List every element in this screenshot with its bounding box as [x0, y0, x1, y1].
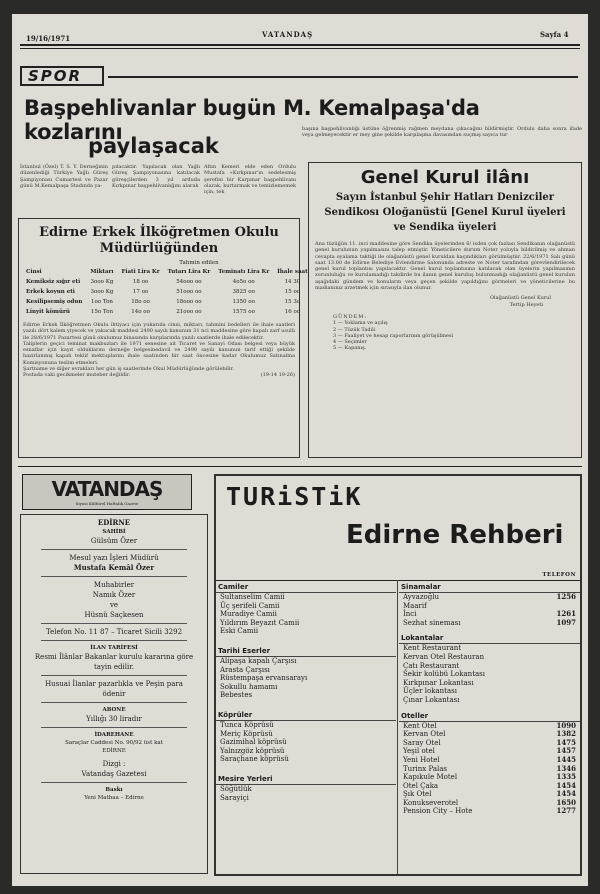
- school-title: Edirne Erkek İlköğretmen Okulu: [39, 225, 279, 240]
- table-header-cell: Miktarı: [90, 269, 114, 275]
- guide-item: [216, 721, 396, 730]
- table-cell: 18 oo: [132, 279, 149, 285]
- guide-item-phone: 1346: [556, 763, 576, 773]
- guide-item: [216, 666, 396, 675]
- owner-label: SAHİBİ: [102, 529, 126, 535]
- guide-item: [399, 739, 580, 748]
- school-body4: Postada vaki gecikmeler muteber değildir.: [23, 372, 131, 379]
- agenda-item: 1 — Yoklama ve açılış: [333, 320, 388, 327]
- guide-item: [399, 730, 580, 739]
- guide-item-name: Gazimihal köprüsü: [220, 738, 287, 747]
- agenda-item: 5 — Kapanış.: [333, 345, 367, 352]
- notice-sub1: Sayın İstanbul Şehir Hatları Denizciler: [335, 192, 555, 203]
- guide-item: [399, 593, 580, 602]
- page-number: Sayfa 4: [540, 30, 569, 39]
- guide-item-phone: 1335: [556, 772, 576, 782]
- guide-item: [399, 807, 580, 816]
- guide-item: [216, 674, 396, 683]
- table-cell: 21ooo oo: [176, 309, 202, 315]
- guide-item: [216, 657, 396, 666]
- table-header-cell: Tutarı Lira Kr: [167, 269, 211, 275]
- table-cell: 3ooo Kg: [90, 289, 114, 295]
- guide-item-name: Yeni Hotel: [403, 755, 440, 764]
- guide-item-name: Üçler lokantası: [403, 687, 457, 696]
- sports-headline: Başpehlivanlar bugün M. Kemalpaşa'da kozlarını: [24, 96, 480, 144]
- imprint-divider: [41, 549, 187, 550]
- school-body3: Şartname ve diğer evrakları her gün iş saatlerinde Okul Müdürlüğünde görülebilir.: [23, 366, 234, 373]
- reporter1: Namık Özer: [92, 591, 136, 599]
- school-body: [19, 318, 299, 379]
- guide-item-name: Kent Otel: [403, 721, 437, 730]
- section-rule: [18, 466, 582, 467]
- press-name: Yeni Matbaa – Edirne: [84, 795, 144, 801]
- guide-item-phone: 1650: [556, 797, 576, 807]
- tourist-guide: [214, 474, 582, 876]
- guide-column-divider: [397, 580, 398, 874]
- guide-item: [399, 619, 580, 628]
- guide-item-phone: 1454: [556, 780, 576, 790]
- notice-body: Ana tüzüğün 11. inci maddesine göre Sendika üyelerinden 6/ isden çok fazlası Sendikanın olağanüstü genel kurulunun yapılmasını talep etmiştir. Yöneticilere durum Noter yoluyla bildirilmiş ve ahman cevapta oyalama taktiği ile olağanüstü genel kuruldan kaçındıkları görülmüştür. 22/6/1971 Salı günü saat 13.00 de Edirne Belediye Evlendirme Salonunda adreste ve Noter tarafından görevlendirilecek genel kurul toplantısı yapılacaktır. Genel kurul toplantısına katılacak olan üyelerin yapılmasının zorunluluğu ve kurulamadığı takdirde bu ilanın genel kuruluş bulunmadığı olağanüstü genel kurulun aşağıdaki gündem ve konuların veya geçen şekilde yapıldığını görmeleri ve yöneticilerine bu madianınız arzetmek için sırasıyla ilan olunur.: [315, 241, 575, 292]
- guide-item-name: Bebestes: [220, 691, 253, 700]
- guide-item-phone: 1382: [556, 729, 576, 739]
- school-title2: Müdürlüğünden: [99, 241, 219, 256]
- sports-col1: İstanbul (Özel) T. S. Y. Derneğinin düzenlediği Türkiye Yağlı Güreş Şampiyonası Cumartesi ve Pazar günü M.Kemalpaşa Stadında ya-: [20, 164, 108, 189]
- sports-col-right: [302, 126, 582, 139]
- guide-section-title: Lokantalar: [399, 633, 580, 644]
- table-cell: Kesilipsemiş odun: [26, 299, 83, 305]
- guide-item-name: Saraçhane köprüsü: [220, 755, 289, 764]
- guide-item-name: Rüstempaşa ervansarayı: [220, 674, 308, 683]
- guide-item: [216, 683, 396, 692]
- guide-item-name: İnci: [403, 610, 417, 619]
- guide-item-name: Sezhat sineması: [403, 618, 461, 627]
- phone-line: Telefon No. 11 87 – Ticaret Sicili 3292: [45, 628, 183, 636]
- guide-item: [216, 691, 396, 700]
- table-cell: 18o oo: [131, 299, 150, 305]
- table-cell: 14 30: [284, 279, 301, 285]
- guide-item-name: Kırkpınar Lokantası: [403, 678, 474, 687]
- imprint-divider: [41, 640, 187, 641]
- masthead-name: VATANDAŞ: [262, 30, 314, 39]
- notice-signature1: Olağanüstü Genel Kurul: [489, 295, 551, 302]
- imprint-box: [20, 514, 208, 874]
- guide-item-phone: 1256: [556, 592, 576, 601]
- guide-item-name: Eski Camii: [220, 627, 259, 636]
- press-label: Baskı: [105, 787, 123, 793]
- reporter2: Hüsnü Saçkesen: [84, 611, 144, 619]
- subscription-label: ABONE: [102, 707, 126, 713]
- guide-item: [216, 610, 396, 619]
- guide-item-name: Kervan Otel Restauran: [403, 652, 485, 661]
- sports-rule: [108, 76, 578, 78]
- guide-item-name: Çınar Lokantası: [403, 695, 460, 704]
- guide-section-title: Sinamalar: [399, 582, 580, 593]
- issue-date: 19/16/1971: [26, 34, 71, 43]
- ad-label: İLAN TARİFESİ: [90, 645, 138, 651]
- table-header-cell: Fiati Lira Kr: [121, 269, 160, 275]
- table-cell: 15 3o: [284, 299, 301, 305]
- guide-section-title: Tarihi Eserler: [216, 646, 396, 657]
- guide-rule: [216, 580, 580, 581]
- guide-item: [399, 662, 580, 671]
- guide-section-title: Mesire Yerleri: [216, 774, 396, 785]
- guide-item: [399, 756, 580, 765]
- guide-title1: TURiSTiK: [226, 482, 363, 511]
- guide-item-name: Kervan Otel: [403, 730, 446, 739]
- guide-item-phone: 1475: [556, 737, 576, 747]
- imprint-divider: [41, 782, 187, 783]
- table-header-cell: İhale saat: [277, 269, 308, 275]
- table-cell: 1575 oo: [232, 309, 255, 315]
- guide-item: [216, 738, 396, 747]
- guide-item: [216, 785, 396, 794]
- guide-item-phone: 1454: [556, 789, 576, 799]
- guide-left-column: [216, 582, 396, 802]
- imprint-divider: [41, 727, 187, 728]
- guide-item: [399, 773, 580, 782]
- table-row: [23, 298, 311, 306]
- guide-item-phone: 1445: [556, 754, 576, 764]
- guide-item-name: Otel Çaka: [403, 781, 439, 790]
- guide-item-name: Meriç Köprüsü: [220, 729, 273, 738]
- newspaper-page: [12, 14, 588, 886]
- school-body2: Taliplerin geçici teminat makbuzları ile 1971 senesine ait Ticaret ve Sanayi Odası belgesi veya büyük esnaflar için kayıt olduklarını derneğe belgesinedavil ve 2490 sayılı kanunun tarif ettiği şekilde hazırlanmış kapalı teklif mektuplarını ihale saatinden bir saat öncesine kadar Okulumuz Satınalma Komisyonuna teslim etmeleri.: [23, 340, 295, 366]
- guide-item: [399, 610, 580, 619]
- agenda-item: 4 — Seçimler: [333, 339, 367, 346]
- table-cell: 17 oo: [132, 289, 149, 295]
- phone-column-label: TELEFON: [542, 572, 576, 578]
- guide-item-name: Ayvazoğlu: [403, 593, 439, 601]
- guide-item-name: Arasta Çarşısı: [220, 665, 270, 674]
- table-cell: 15 oo: [284, 289, 301, 295]
- guide-item: [216, 627, 396, 636]
- table-caption: Tahmin edilen: [179, 260, 219, 266]
- guide-item-name: Muradiye Camii: [220, 610, 277, 619]
- table-cell: Linyit kömürü: [26, 309, 70, 315]
- guide-item-name: Çatı Restaurant: [403, 661, 460, 670]
- guide-item-name: Pension City – Hote: [403, 807, 473, 816]
- guide-item: [399, 696, 580, 705]
- guide-item: [216, 747, 396, 756]
- guide-item-name: Turinx Palas: [403, 764, 448, 773]
- agenda-list: [309, 320, 581, 351]
- guide-item-name: Yalnızgöz köprüsü: [220, 746, 285, 755]
- school-ref: (19-14 19-26): [260, 372, 295, 379]
- table-cell: 1350 oo: [232, 299, 255, 305]
- guide-item: [216, 730, 396, 739]
- sports-col4: başına başpehlivanlığı üstüne öğrenmiş rağmen meydana çıkacağını bildirmiştir. Ordulu daha sonra ifade: [302, 126, 582, 132]
- header-rule: [20, 44, 580, 46]
- ad-text: Resmi İlânlar Bakanlar kurulu kararına göre tayin edilir.: [34, 653, 194, 671]
- table-cell: 18ooo oo: [176, 299, 202, 305]
- table-body: [23, 278, 311, 316]
- special-ad: Husuai İlanlar pazarlıkla ve Peşin para ödenir: [45, 680, 183, 698]
- school-notice: [18, 218, 308, 458]
- table-cell: Erkek koyun eti: [26, 289, 75, 295]
- sports-headline-line2: paylaşacak: [88, 134, 219, 158]
- guide-item-phone: 1457: [556, 746, 576, 756]
- table-row: [23, 278, 311, 286]
- guide-item: [216, 602, 396, 611]
- guide-item-name: Maarif: [403, 601, 427, 610]
- reporters-label: Muhabirler: [93, 581, 135, 589]
- guide-item-name: Şık Otel: [403, 790, 432, 799]
- table-cell: 3825 oo: [232, 289, 255, 295]
- notice-sub2: Sendikosı Oloğanüstü [Genel Kurul üyeleri: [324, 207, 566, 218]
- table-row: [23, 288, 311, 296]
- guide-item: [399, 747, 580, 756]
- guide-item-name: Tunca Köprüsü: [220, 720, 274, 729]
- guide-item-name: Alipaşa kapalı Çarşısı: [220, 656, 297, 665]
- guide-item-phone: 1261: [556, 609, 576, 619]
- agenda-item: 2 — Tüzük Tadili: [333, 326, 376, 333]
- table-cell: 14o oo: [131, 309, 150, 315]
- table-cell: 15o Ton: [90, 309, 114, 315]
- office-city: EDİRNE: [102, 748, 126, 754]
- guide-item-name: Üç şerifeli Camii: [220, 601, 280, 610]
- guide-item-phone: 1277: [556, 806, 576, 816]
- table-row: [23, 308, 311, 316]
- typeset-label: Dizgi :: [102, 760, 126, 768]
- guide-item: [399, 765, 580, 774]
- table-cell: 54ooo oo: [176, 279, 202, 285]
- table-header-cell: Teminatı Lira Kr: [218, 269, 270, 275]
- guide-item: [399, 670, 580, 679]
- guide-item: [216, 755, 396, 764]
- guide-item-phone: 1097: [556, 617, 576, 627]
- guide-item-name: Söğütlük: [220, 784, 252, 793]
- imprint-divider: [41, 675, 187, 676]
- guide-item-name: Sultanselim Camii: [220, 593, 285, 601]
- owner-name: Gülsüm Özer: [90, 537, 138, 545]
- guide-item-name: Kapıkule Motel: [403, 773, 458, 782]
- guide-item-name: Sokullu hamamı: [220, 682, 278, 691]
- guide-section-title: Köprüler: [216, 710, 396, 721]
- table-cell: 4o5o oo: [232, 279, 255, 285]
- guide-section-title: Oteller: [399, 711, 580, 722]
- table-cell: 51ooo oo: [176, 289, 202, 295]
- office-label: İDAREHANE: [94, 732, 134, 738]
- table-cell: 3ooo Kg: [90, 279, 114, 285]
- notice-signature2: Tertip Heyeti: [509, 301, 543, 308]
- guide-item-name: Yeşil otel: [403, 747, 435, 756]
- guide-right-column: [399, 582, 580, 816]
- agenda-title: GÜNDEM:: [333, 313, 368, 320]
- guide-item: [399, 644, 580, 653]
- sports-col3: Altın Kemeri elde eden Ordulu Mustafa «Kırkpınar'ın sedelesmiş şerefini bir Karpınar başpehlivanı olarak, kurtarmak ve temizlememek için, tek: [204, 164, 296, 196]
- school-footer: [23, 372, 295, 378]
- guide-item: [216, 619, 396, 628]
- office-address: Saraçlar Caddesi No. 90/92 üst kat: [65, 740, 163, 746]
- sports-col5: veya gelmeyecektir er mey gine şekilde karşılaşma davasından suçmış sayıca tur: [302, 132, 508, 139]
- imprint-divider: [41, 623, 187, 624]
- notice-title: Genel Kurul ilânı: [360, 167, 530, 188]
- subscription-price: Yıllığı 30 liradır: [86, 715, 142, 723]
- guide-title2: Edirne Rehberi: [346, 520, 564, 550]
- guide-item-name: Sarayiçi: [220, 793, 249, 802]
- guide-item-name: Saray Otel: [403, 738, 441, 747]
- sports-section-label: SPOR: [20, 66, 104, 86]
- reporters-and: ve: [109, 601, 119, 609]
- guide-item-name: Sekir kolübü Lokantası: [403, 670, 486, 679]
- guide-item: [216, 593, 396, 602]
- guide-section-title: Camiler: [216, 582, 396, 593]
- table-cell: 1oo Ton: [90, 299, 113, 305]
- header-rule-thin: [20, 48, 580, 49]
- guide-item: [399, 602, 580, 611]
- table-cell: Kemiksiz sığır eti: [26, 279, 81, 285]
- guide-item-phone: 1090: [556, 720, 576, 730]
- imprint-city: EDİRNE: [97, 518, 131, 527]
- table-header-row: [23, 268, 311, 276]
- imprint-divider: [41, 576, 187, 577]
- guide-item-name: Konukseverotel: [403, 798, 459, 807]
- school-body1: Edirne Erkek İlköğretmen Okulu ihtiyacı için yukarıda cinsi, miktarı, tahmini bedelleri ile ihale saatleri yazılı dört kalem yiyecek ve yakacak maddesi 2490 sayılı kanunun 31 nci maddesine göre kapalı zarf usulü ile 28/6/1971 Pazartesi günü okulumuz binasında karşılarında yazılı saatlerde ihale edilecektir.: [23, 322, 295, 341]
- tender-table: [21, 266, 313, 318]
- editor-name: Mustafa Kemâl Özer: [73, 563, 155, 572]
- logo-tagline: Siyasi Kültürel Haftalık Gazete: [75, 501, 139, 506]
- guide-item: [399, 790, 580, 799]
- logo-text: VATANDAŞ: [51, 477, 163, 501]
- agenda-item: 3 — Faaliyet ve hesap raporlarının görüşülmesi: [333, 332, 454, 339]
- imprint-divider: [41, 702, 187, 703]
- typeset-text: Vatandaş Gazetesi: [81, 770, 147, 778]
- guide-item: [399, 799, 580, 808]
- guide-item-name: Yıldırım Beyazıt Camii: [220, 618, 300, 627]
- table-header-cell: Cinsi: [26, 269, 42, 275]
- notice-sub3: ve Sendika üyeleri: [393, 222, 497, 233]
- vatandas-logo: [22, 474, 192, 510]
- guide-item: [399, 653, 580, 662]
- editor-label: Mesul yazı İşleri Müdürü: [69, 554, 159, 562]
- guide-item-name: Kent Restaurant: [403, 644, 462, 653]
- guide-item: [216, 794, 396, 803]
- table-cell: 16 oo: [284, 309, 301, 315]
- sports-col2: pılacaktır. Yapılacak olan Yağlı Güreş Şampiyonasına katılacak güreşçilerden 3 yıl arduda Kırkpınar başpehlivanlığını alarak: [112, 164, 200, 189]
- guide-item: [399, 722, 580, 731]
- guide-item: [399, 687, 580, 696]
- general-meeting-notice: [308, 162, 582, 458]
- guide-item: [399, 782, 580, 791]
